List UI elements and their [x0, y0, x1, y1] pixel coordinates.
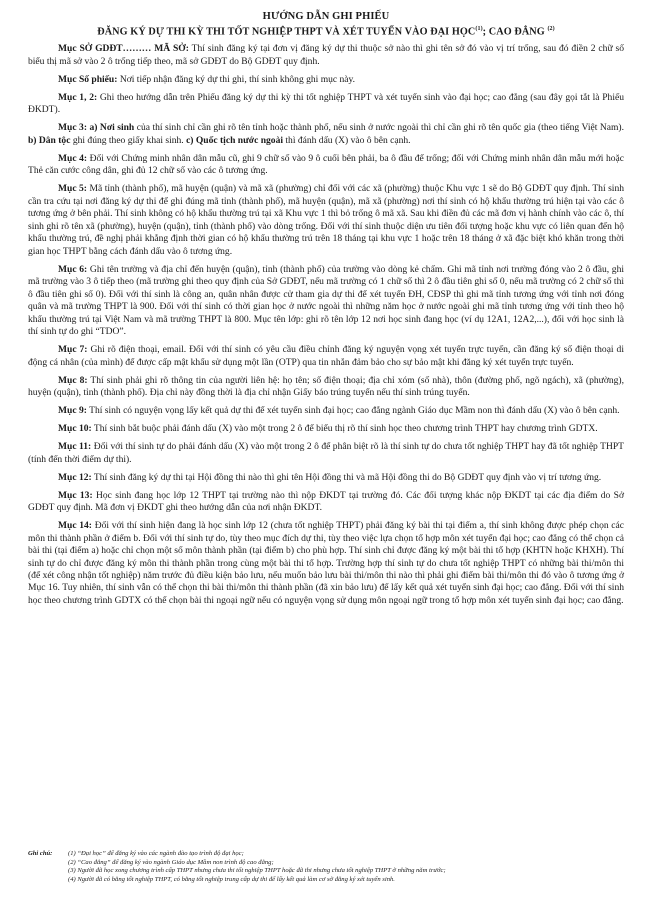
- section-lead: Mục 6:: [58, 263, 88, 275]
- section-text: Thí sinh đăng ký tại đơn vị đăng ký dự thi thuộc sở nào thì ghi tên sở đó vào vị trí trống, sau đó điền 2 chữ số biểu thị mã sở vào 2 ô trống tiếp theo, mã sở GDĐT do Bộ GDĐT quy định.: [28, 43, 624, 67]
- footnote-2: (2) “Cao đẳng” để đăng ký vào ngành Giáo dục Mầm non trình độ cao đẳng;: [68, 858, 274, 866]
- section-lead: Mục 3: a) Nơi sinh: [58, 122, 135, 134]
- section-lead: Mục 9:: [58, 405, 87, 417]
- section-lead: Mục 4:: [58, 152, 88, 164]
- subtitle-sup2: (2): [547, 26, 555, 32]
- section-lead: Mục 13:: [58, 489, 93, 501]
- section-text: Thí sinh bắt buộc phải đánh dấu (X) vào một trong 2 ô để biểu thị rõ thí sinh học theo chương trình THPT hay chương trình GDTX.: [93, 423, 598, 435]
- section-lead: Mục 12:: [58, 471, 92, 483]
- footnote-4: (4) Người đã có bằng tốt nghiệp THPT, có bằng tốt nghiệp trung cấp dự thi để lấy kết quả làm cơ sở đăng ký xét tuyển sinh.: [68, 875, 395, 883]
- section-text: Đối với thí sinh hiện đang là học sinh lớp 12 (chưa tốt nghiệp THPT) phải đăng ký bài thi tại điểm a, thí sinh không được phép chọn các môn thi thành phần ở điểm b. Đối với thí sinh tự do, tùy theo mục đích dự thi, tùy theo việc lựa chọn tổ hợp môn xét tuyển đại học; cao đẳng có thể chọn cả bài thi (tại điểm a) hoặc chỉ chọn một số môn thành phần (tại điểm b) cho phù hợp. Thí sinh chỉ được đăng ký một bài thi tổ hợp (KHTN hoặc KHXH). Thí sinh tự do chỉ được đăng ký môn thi thành phần trong cùng một bài thi tổ hợp. Trường hợp thí sinh tự do chưa tốt nghiệp THPT có những bài thi/môn thi (để xét công nhận tốt nghiệp) năm trước đủ điều kiện bảo lưu, nếu muốn bảo lưu bài thi/môn thi nào thì phải ghi điểm bài thi/môn thi đó vào ô tương ứng ở Mục 16. Tuy nhiên, thí sinh vẫn có thể chọn thi bài thi/môn thi thành phần (đã xin bảo lưu) để lấy kết quả xét tuyển sinh đại học; cao đẳng. Đối với thí sinh học theo chương trình GDTX có thể chọn bài thi ngoại ngữ nếu có nguyện vọng sử dụng môn ngoại ngữ trong tổ hợp môn xét tuyển sinh đại học; cao đẳng.: [28, 520, 625, 606]
- section-lead: Mục 14:: [58, 520, 92, 532]
- section-text: Nơi tiếp nhận đăng ký dự thi ghi, thí sinh không ghi mục này.: [119, 73, 356, 85]
- footnotes: [28, 850, 630, 884]
- section-text: Đối với Chứng minh nhân dân mẫu cũ, ghi 9 chữ số vào 9 ô cuối bên phải, ba ô đầu để trống; đối với Chứng minh nhân dân mẫu mới hoặc Thẻ căn cước công dân, ghi đủ 12 chữ số vào các ô tương ứng.: [28, 152, 624, 177]
- title-line1: HƯỚNG DẪN GHI PHIẾU: [262, 11, 390, 22]
- subtitle-sup1: (1): [475, 26, 483, 32]
- section-muc-11: [28, 441, 624, 466]
- section-muc-9: [28, 405, 624, 417]
- section-muc-12: [28, 472, 624, 484]
- section-muc-10: [28, 423, 624, 435]
- section-text: Ghi theo hướng dẫn trên Phiếu đăng ký dự thi kỳ thi tốt nghiệp THPT và xét tuyển sinh vào đại học; cao đẳng (sau đây gọi tắt là Phiếu ĐKDT).: [28, 91, 624, 116]
- footnote-row: [28, 850, 630, 859]
- section-lead: Mục 1, 2:: [58, 91, 98, 103]
- subtitle-tail: ; CAO ĐẲNG: [482, 26, 545, 38]
- section-muc-7: [28, 344, 624, 369]
- section-lead: Mục SỞ GDĐT……… MÃ SỞ:: [58, 43, 189, 55]
- footnote-1: (1) “Đại học” để đăng ký vào các ngành đào tạo trình độ đại học;: [68, 850, 244, 857]
- section-so-phieu: [28, 74, 624, 86]
- section-lead: Mục 5:: [58, 183, 87, 195]
- section-lead: Mục Số phiếu:: [58, 73, 118, 85]
- section-sublead: b) Dân tộc: [28, 134, 71, 146]
- section-text: ghi đúng theo giấy khai sinh.: [72, 134, 184, 146]
- section-lead: Mục 7:: [58, 344, 88, 356]
- section-so-gddt: [28, 43, 624, 68]
- section-text: Ghi rõ điện thoại, email. Đối với thí sinh có yêu cầu điều chỉnh đăng ký nguyện vọng xét tuyển trực tuyến, cần đăng ký số điện thoại di động cá nhân (của mình) để được cấp mật khẩu sử dụng một lần (OTP) qua tin nhắn đảm bảo cho sự bảo mật khi đăng ký xét tuyển trực tuyến.: [28, 344, 624, 368]
- section-lead: Mục 8:: [58, 374, 88, 386]
- section-text: thì đánh dấu (X) vào ô bên cạnh.: [285, 134, 411, 146]
- section-text: Mã tỉnh (thành phố), mã huyện (quận) và mã xã (phường) chỉ đối với các xã (phường) thuộc Khu vực 1 sẽ do Bộ GDĐT quy định. Thí sinh cần tra cứu tại nơi đăng ký dự thi để ghi đúng mã tỉnh (thành phố), mã huyện (quận), mã xã (phường) nơi thí sinh có hộ khẩu thường trú hiện tại vào các ô tương ứng ở bên phải. Thí sinh không có hộ khẩu thường trú tại xã Khu vực 1 thì bỏ trống ô mã xã. Sau khi điền đủ các mã đơn vị hành chính vào các ô, thí sinh ghi rõ tên xã (phường), huyện (quận), tỉnh (thành phố) vào dòng trống. Đối với thí sinh thuộc diện ưu tiên đối tượng hoặc khu vực có liên quan đến hộ khẩu thường trú, đề nghị phải khẳng định thời gian có hộ khẩu thường trú trên 18 tháng tại khu vực 1 hoặc trên 18 tháng ở xã đặc biệt khó khăn trong thời gian học THPT bằng cách đánh dấu vào ô tương ứng.: [28, 183, 624, 257]
- footnote-3: (3) Người đã học xong chương trình cấp THPT nhưng chưa thi tốt nghiệp THPT hoặc đã thi nhưng chưa tốt nghiệp THPT ở những năm trước;: [68, 867, 446, 875]
- section-muc-3: [28, 122, 624, 147]
- section-muc-8: [28, 375, 624, 400]
- section-muc-1-2: [28, 92, 624, 117]
- section-text: Học sinh đang học lớp 12 THPT tại trường nào thì nộp ĐKDT tại trường đó. Các đối tượng khác nộp ĐKDT tại các địa điểm do Sở GDĐT quy định. Mã đơn vị ĐKDT ghi theo hướng dẫn của nơi nhận ĐKDT.: [28, 489, 625, 514]
- instructions-body: [28, 43, 624, 607]
- section-text: của thí sinh chỉ cần ghi rõ tên tỉnh hoặc thành phố, nếu sinh ở nước ngoài thì chỉ cần ghi rõ tên quốc gia (theo tiếng Việt Nam).: [136, 122, 624, 134]
- section-muc-13: [28, 490, 624, 515]
- section-text: Thí sinh phải ghi rõ thông tin của người liên hệ: họ tên; số điện thoại; địa chỉ xóm (số nhà), thôn (đường phố, ngõ ngách), xã (phường), huyện (quận), tỉnh (thành phố). Địa chỉ này đồng thời là địa chỉ nhận Giấy báo trúng tuyển nếu thí sinh trúng tuyển.: [28, 374, 624, 399]
- footnotes-label: Ghi chú:: [28, 850, 53, 857]
- document-title: [28, 10, 624, 23]
- section-muc-5: [28, 183, 624, 258]
- section-muc-4: [28, 153, 624, 178]
- section-text: Thí sinh đăng ký dự thi tại Hội đồng thi nào thì ghi tên Hội đồng thi và mã Hội đồng thi do Bộ GDĐT quy định vào vị trí tương ứng.: [93, 471, 602, 483]
- section-text: Ghi tên trường và địa chỉ đến huyện (quận), tỉnh (thành phố) của trường vào dòng kẻ chấm. Ghi mã tỉnh nơi trường đóng vào 2 ô đầu, ghi mã trường vào 3 ô tiếp theo (mã trường ghi theo quy định của Sở GDĐT, nếu mã trường có 1 chữ số thì 2 ô đầu tiên ghi số 0, nếu mã trường có 2 chữ số thì ô đầu tiên ghi số 0). Đối với thí sinh là công an, quân nhân được cử tham gia dự thi để xét tuyển ĐH, CĐSP thì ghi mã tỉnh tương ứng với tỉnh nơi đóng quân và mã trường THPT là 900. Đối với thí sinh có thời gian học ở nước ngoài thì những năm học ở nước ngoài ghi mã tỉnh tương ứng với tỉnh theo hộ khẩu thường trú tại Việt Nam và mã trường THPT là 800. Mục tên lớp: ghi rõ tên lớp 12 nơi học sinh đang học (ví dụ 12A1, 12A2,...), đối với học sinh là thí sinh tự do ghi “TDO”.: [28, 263, 624, 338]
- section-text: Thí sinh có nguyện vọng lấy kết quả dự thi để xét tuyển sinh đại học; cao đẳng ngành Giáo dục Mầm non thì đánh dấu (X) vào ô bên cạnh.: [89, 405, 620, 417]
- section-text: Đối với thí sinh tự do phải đánh dấu (X) vào một trong 2 ô để phân biệt rõ là thí sinh tự do chưa tốt nghiệp THPT hay đã tốt nghiệp THPT (tính đến thời điểm dự thi).: [28, 441, 624, 465]
- document-subtitle: [28, 23, 624, 38]
- section-muc-14: [28, 520, 624, 607]
- section-muc-6: [28, 264, 624, 339]
- subtitle-main: ĐĂNG KÝ DỰ THI KỲ THI TỐT NGHIỆP THPT VÀ XÉT TUYỂN VÀO ĐẠI HỌC: [97, 26, 476, 38]
- section-lead: Mục 10:: [58, 423, 92, 435]
- section-lead: Mục 11:: [58, 441, 92, 453]
- section-sublead: c) Quốc tịch nước ngoài: [186, 134, 283, 146]
